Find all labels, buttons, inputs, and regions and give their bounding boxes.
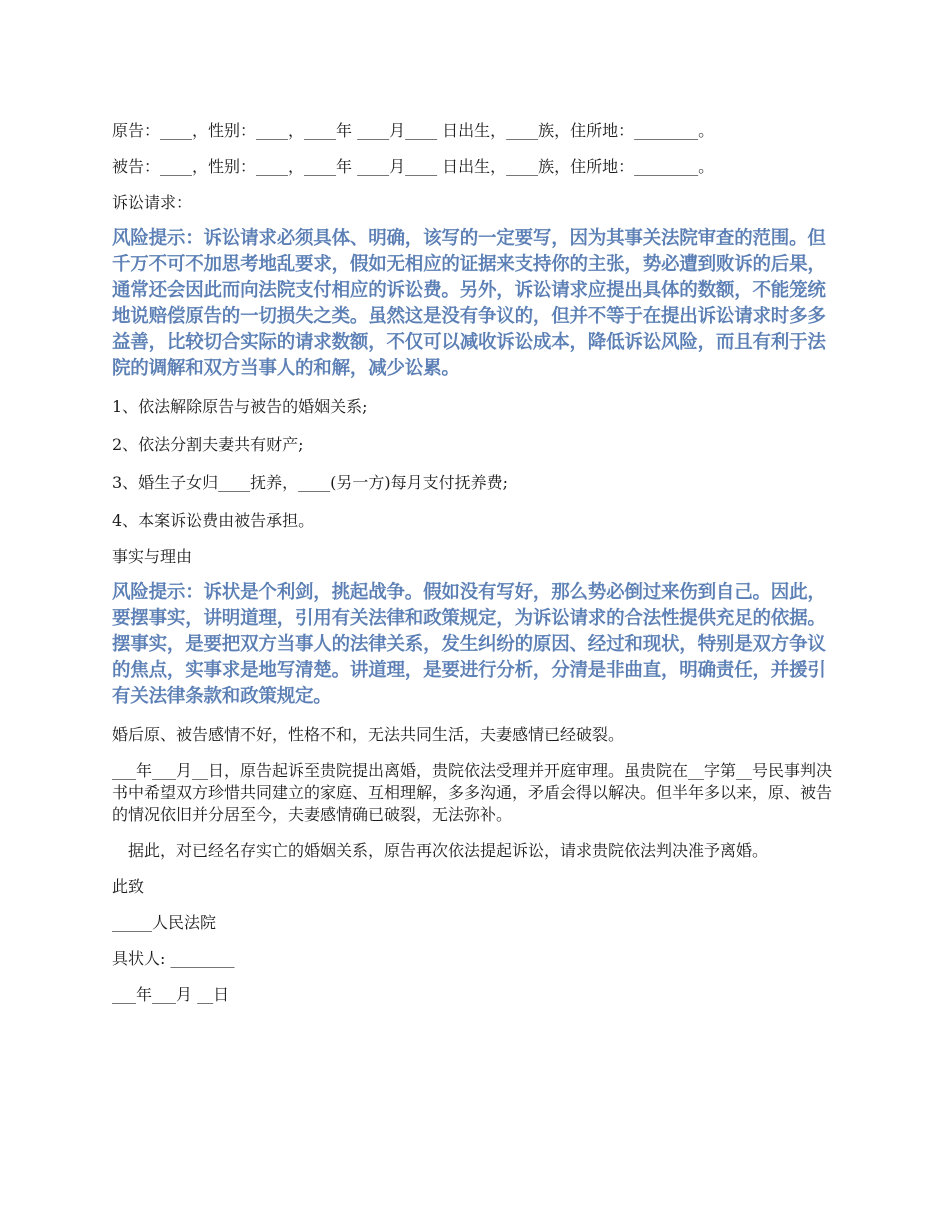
claim-item-1: 1、依法解除原告与被告的婚姻关系;	[112, 397, 368, 416]
facts-paragraph-3: 据此，对已经名存实亡的婚姻关系，原告再次依法提起诉讼，请求贵院依法判决准予离婚。	[128, 841, 769, 860]
facts-paragraph-2: ___年___月__日，原告起诉至贵院提出离婚，贵院依法受理并开庭审理。虽贵院在__字第__号民事判决书中希望双方珍惜共同建立的家庭、互相理解，多多沟通，矛盾会得以解决。但半年多以来，原、被告的情况依旧并分居至今，夫妻感情确已破裂，无法弥补。	[112, 761, 833, 824]
risk-tip-facts: 风险提示：诉状是个利剑，挑起战争。假如没有写好，那么势必倒过来伤到自己。因此，要摆事实，讲明道理，引用有关法律和政策规定，为诉讼请求的合法性提供充足的依据。摆事实，是要把双方当事人的法律关系，发生纠纷的原因、经过和现状，特别是双方争议的焦点，实事求是地写清楚。讲道理，是要进行分析，分清是非曲直，明确责任，并援引有关法律条款和政策规定。	[112, 582, 826, 707]
facts-paragraph-1: 婚后原、被告感情不好，性格不和，无法共同生活，夫妻感情已经破裂。	[112, 725, 625, 744]
claim-item-4: 4、本案诉讼费由被告承担。	[112, 511, 315, 530]
plaintiff-line: 原告：____，性别：____，____年 ____月____ 日出生，____族，住所地：________。	[112, 121, 715, 140]
closing-salutation: 此致	[112, 877, 145, 896]
facts-heading: 事实与理由	[112, 547, 193, 566]
signer-line: 具状人: ________	[112, 949, 235, 968]
claim-item-2: 2、依法分割夫妻共有财产;	[112, 435, 304, 454]
claim-item-3: 3、婚生子女归____抚养，____(另一方)每月支付抚养费;	[112, 473, 509, 492]
claims-heading: 诉讼请求：	[112, 193, 193, 212]
defendant-line: 被告：____，性别：____，____年 ____月____ 日出生，____族，住所地：________。	[112, 157, 715, 176]
risk-tip-claims: 风险提示：诉讼请求必须具体、明确，该写的一定要写，因为其事关法院审查的范围。但千万不可不加思考地乱要求，假如无相应的证据来支持你的主张，势必遭到败诉的后果，通常还会因此而向法院支付相应的诉讼费。另外，诉讼请求应提出具体的数额，不能笼统地说赔偿原告的一切损失之类。虽然这是没有争议的，但并不等于在提出诉讼请求时多多益善，比较切合实际的请求数额，不仅可以减收诉讼成本，降低诉讼风险，而且有利于法院的调解和双方当事人的和解，减少讼累。	[112, 228, 826, 379]
complaint-document	[112, 120, 838, 1006]
court-name-line: _____人民法院	[112, 913, 217, 932]
date-line: ___年___月 __日	[112, 985, 230, 1004]
